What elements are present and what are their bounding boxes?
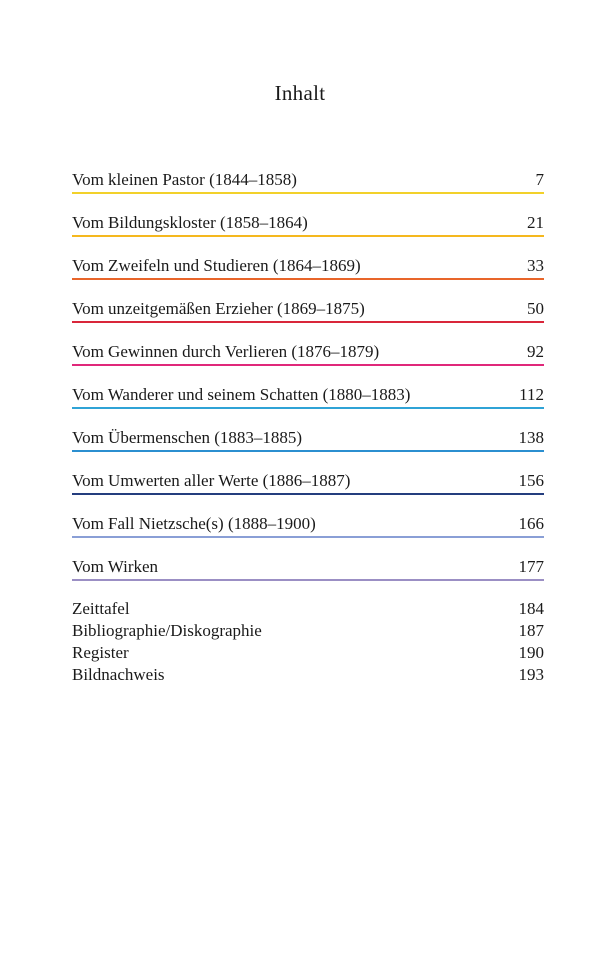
chapter-page-number: 21 [527,213,544,232]
chapter-title: Vom Übermenschen (1883–1885) [72,428,303,447]
chapter-page-number: 7 [535,170,544,189]
chapter-entry[interactable] [72,166,544,209]
chapter-color-rule [72,536,544,538]
appendix-entry[interactable] [72,642,544,664]
chapter-title: Vom Bildungskloster (1858–1864) [72,213,308,232]
chapter-page-number: 50 [527,299,544,318]
appendix-page-number: 187 [518,621,544,640]
chapter-entry[interactable] [72,510,544,553]
appendix-entry[interactable] [72,620,544,642]
chapter-title: Vom Umwerten aller Werte (1886–1887) [72,471,351,490]
chapter-title: Vom Fall Nietzsche(s) (1888–1900) [72,514,316,533]
appendix-entry[interactable] [72,664,544,686]
chapter-page-number: 92 [527,342,544,361]
appendix-title: Zeittafel [72,599,130,618]
appendix-title: Bibliographie/Diskographie [72,621,262,640]
chapter-color-rule [72,192,544,194]
appendix-title: Bildnachweis [72,665,165,684]
chapter-entry[interactable] [72,553,544,596]
chapter-entry[interactable] [72,467,544,510]
chapter-page-number: 138 [518,428,544,447]
chapter-color-rule [72,278,544,280]
chapter-color-rule [72,235,544,237]
chapter-title: Vom Wirken [72,557,159,576]
chapter-color-rule [72,364,544,366]
appendix-list [72,598,544,686]
chapter-entry[interactable] [72,338,544,381]
chapter-title: Vom unzeitgemäßen Erzieher (1869–1875) [72,299,365,318]
chapter-color-rule [72,407,544,409]
appendix-title: Register [72,643,129,662]
chapter-title: Vom Gewinnen durch Verlieren (1876–1879) [72,342,380,361]
chapter-title: Vom Wanderer und seinem Schatten (1880–1883) [72,385,411,404]
chapter-entry[interactable] [72,209,544,252]
appendix-page-number: 184 [518,599,544,618]
chapter-entry[interactable] [72,381,544,424]
chapter-color-rule [72,321,544,323]
chapter-title: Vom kleinen Pastor (1844–1858) [72,170,297,189]
chapter-list [72,166,544,596]
chapter-entry[interactable] [72,252,544,295]
chapter-page-number: 33 [527,256,544,275]
page-title: Inhalt [274,81,326,105]
chapter-entry[interactable] [72,295,544,338]
chapter-page-number: 156 [518,471,544,490]
chapter-color-rule [72,450,544,452]
chapter-color-rule [72,579,544,581]
appendix-entry[interactable] [72,598,544,620]
chapter-color-rule [72,493,544,495]
chapter-page-number: 166 [518,514,544,533]
chapter-page-number: 177 [518,557,544,576]
appendix-page-number: 193 [518,665,544,684]
chapter-page-number: 112 [519,385,544,404]
appendix-page-number: 190 [518,643,544,662]
chapter-entry[interactable] [72,424,544,467]
chapter-title: Vom Zweifeln und Studieren (1864–1869) [72,256,361,275]
